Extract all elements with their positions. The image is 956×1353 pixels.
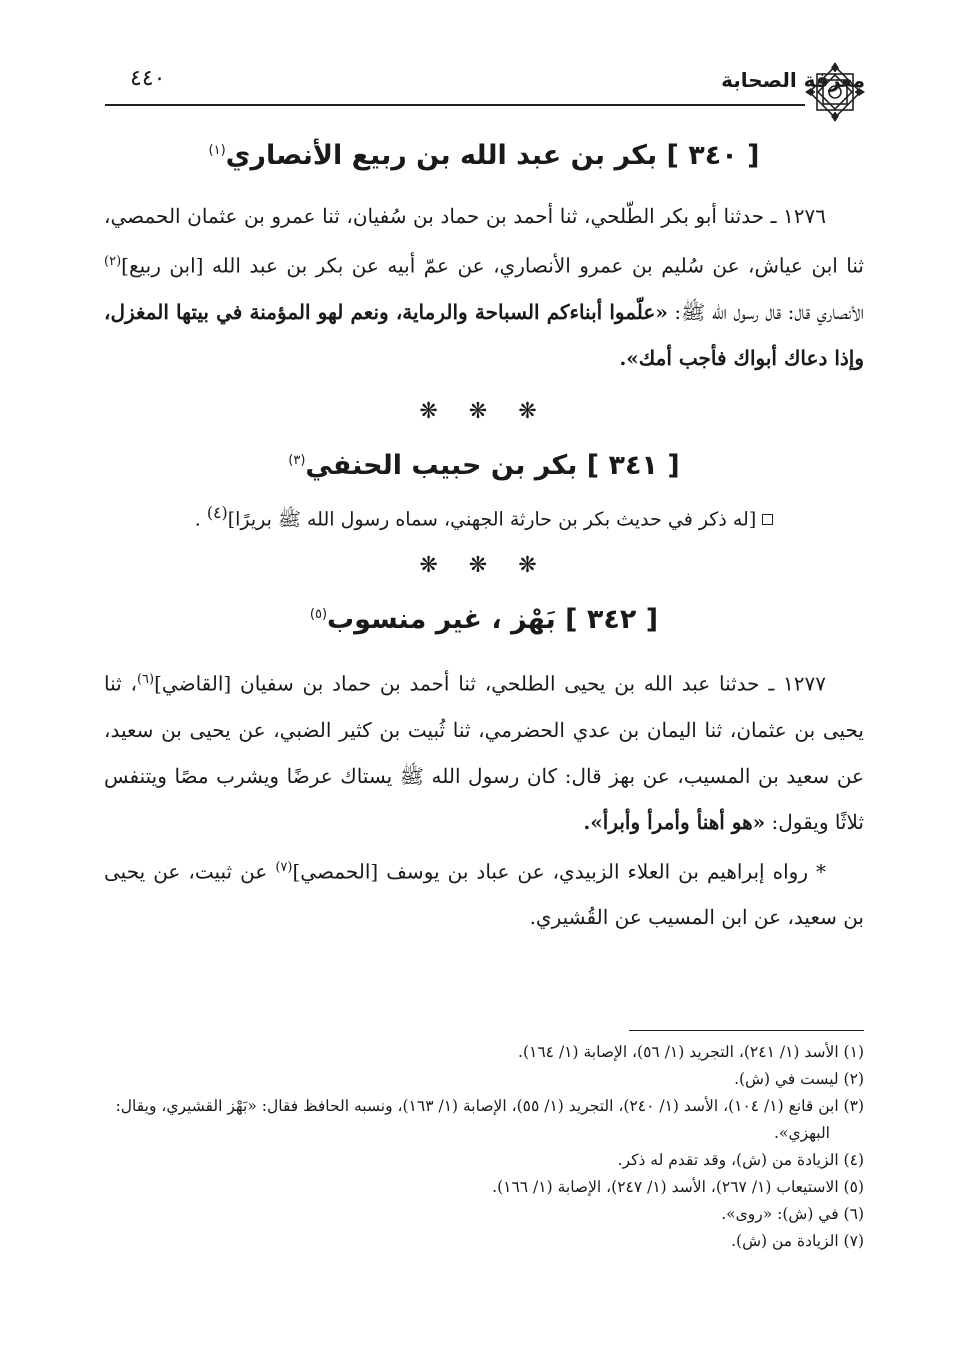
hadith-quote: «هو أهنأ وأمرأ وأبرأ». [583,809,766,834]
header-rule [105,104,805,106]
paragraph-text: ١٢٧٧ ـ حدثنا عبد الله بن يحيى الطلحي، ثنا أحمد بن حماد بن سفيان [القاضي] [154,671,826,696]
entry-title-340 [104,140,864,171]
footnote: (١) الأسد (١/ ٢٤١)، التجريد (١/ ٥٦)، الإصابة (١/ ١٦٤). [518,1043,864,1061]
footnote: (٢) ليست في (ش). [734,1070,864,1088]
section-separator: ❋ ❋ ❋ [419,552,549,578]
section-separator: ❋ ❋ ❋ [419,398,549,424]
footnote: (٤) الزيادة من (ش)، وقد تقدم له ذكر. [617,1151,864,1169]
mention-text: [له ذكر في حديث بكر بن حارثة الجهني، سماه رسول الله ﷺ بريرًا] [227,507,757,530]
hadith-paragraph-1276 [104,193,864,381]
entry-title-text: [ ٣٤٢ ] بَهْز ، غير منسوب [327,603,659,635]
footnotes [104,1030,864,1255]
entry-title-text: [ ٣٤١ ] بكر بن حبيب الحنفي [305,449,680,481]
paragraph-text: * رواه إبراهيم بن العلاء الزبيدي، عن عباد بن يوسف [الحمصي] [292,859,826,884]
paragraph-text: ، ثنا يحيى بن عثمان، ثنا اليمان بن عدي الحضرمي، ثنا ثُبيت بن كثير الضبي، عن يحيى بن سعيد، عن سعيد بن المسيب، عن بهز قال: كان رسول الله ﷺ يستاك عرضًا ويشرب مصًا ويتنفس ثلاثًا ويقول: [104,671,864,834]
paragraph-text: الأنصاري قال: قال رسول الله ﷺ: [667,299,865,324]
footnote: (٥) الاستيعاب (١/ ٢٦٧)، الأسد (١/ ٢٤٧)، الإصابة (١/ ١٦٦). [492,1178,864,1196]
running-header [105,64,865,104]
footnote-ref: (٥) [309,606,328,622]
footnote-ref: (٤) [206,502,228,522]
footnote: (٧) الزيادة من (ش). [731,1232,864,1250]
footnote-rule [629,1030,864,1031]
entry-title-341 [104,450,864,481]
paragraph-text: عن ثبيت، عن يحيى بن سعيد، عن ابن المسيب عن القُشيري. [104,859,864,930]
ornament-icon [805,62,865,122]
page-number: ٤٤٠ [130,66,166,91]
footnote-ref: (٣) [288,452,306,468]
footnote-ref: (١) [208,143,226,158]
footnote: (٣) ابن قانع (١/ ١٠٤)، الأسد (١/ ٢٤٠)، التجريد (١/ ٥٥)، الإصابة (١/ ١٦٣)، ونسبه الحافظ فقال: «بَهْز القشيري، ويقال: البهزي». [115,1097,864,1142]
footnote-ref: (٢) [104,254,122,269]
main-content [104,140,864,940]
mention-end: . [194,507,207,530]
footnote: (٦) في (ش): «روى». [721,1205,864,1223]
square-icon [762,514,773,525]
hadith-paragraph-1277 [104,657,864,845]
running-title: معرفة الصحابة [721,68,865,92]
entry-title-text: [ ٣٤٠ ] بكر بن عبد الله بن ربيع الأنصاري [225,140,760,171]
hadith-quote: «علّموا أبناءكم السباحة والرماية، ونعم لهو المؤمنة في بيتها المغزل، وإذا دعاك أبواك فأجب أمك». [104,299,864,370]
paragraph-text: ١٢٧٦ ـ حدثنا أبو بكر الطّلحي، ثنا أحمد بن حماد بن سُفيان، ثنا عمرو بن عثمان الحمصي، ثنا ابن عياش، عن سُليم بن عمرو الأنصاري، عن عمّ أبيه عن بكر بن عبد الله [ابن ربيع] [104,204,864,278]
footnote-ref: (٧) [275,859,293,875]
entry-title-342 [104,604,864,635]
footnote-ref: (٦) [136,671,155,687]
narration-paragraph [104,845,864,941]
mention-note [104,503,864,535]
